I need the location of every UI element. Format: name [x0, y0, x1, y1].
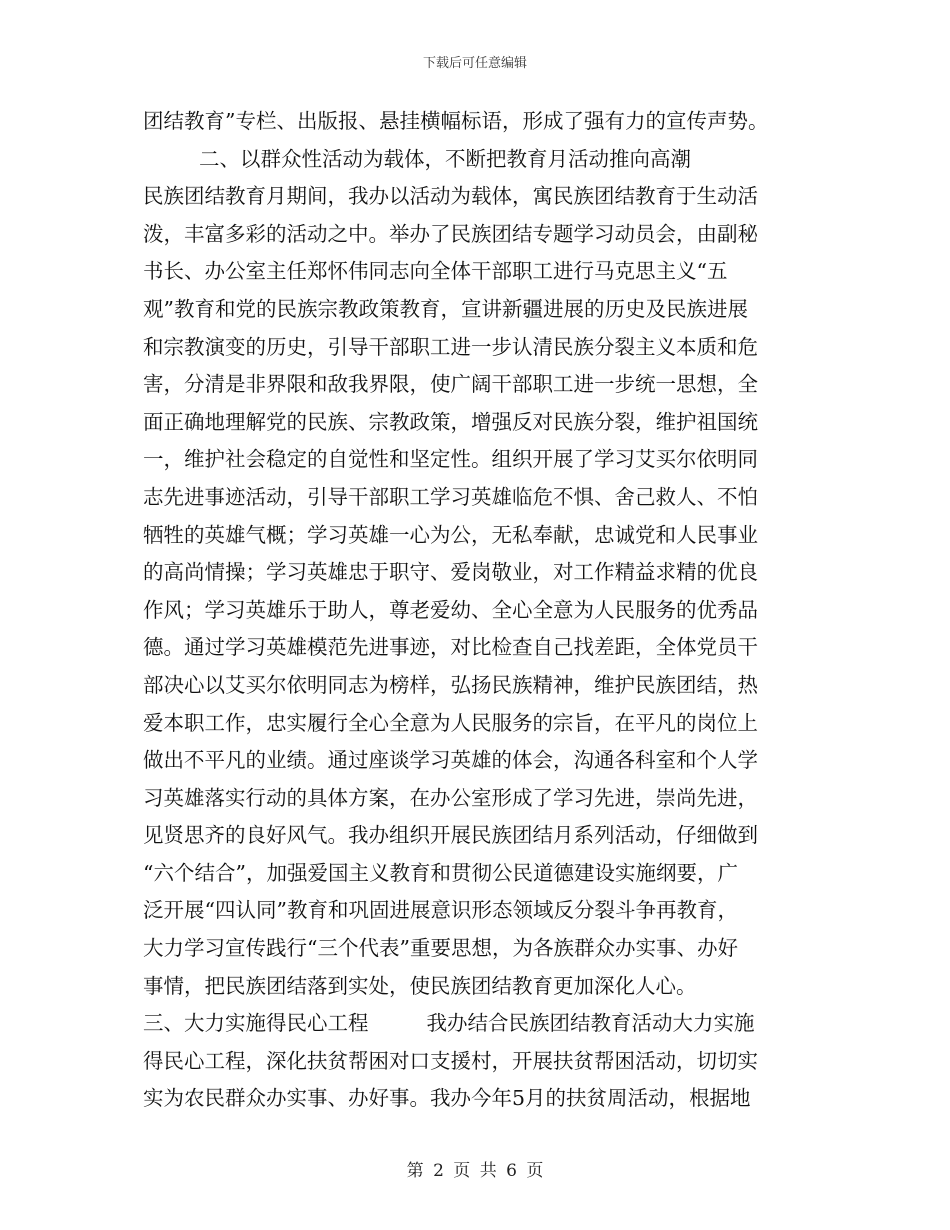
section-heading-3: 三、大力实施得民心工程 [143, 1011, 369, 1036]
paragraph-line: 观”教育和党的民族宗教政策教育，宣讲新疆进展的历史及民族进展 [143, 296, 748, 321]
paragraph-line: 一，维护社会稳定的自觉性和坚定性。组织开展了学习艾买尔依明同 [143, 447, 758, 472]
paragraph-line: 做出不平凡的业绩。通过座谈学习英雄的体会，沟通各科室和个人学 [143, 748, 758, 773]
paragraph-line: 实为农民群众办实事、办好事。我办今年5月的扶贫周活动，根据地 [143, 1086, 751, 1111]
paragraph-line: 牺牲的英雄气概；学习英雄一心为公，无私奉献，忠诚党和人民事业 [143, 522, 758, 547]
paragraph-line: 爱本职工作，忠实履行全心全意为人民服务的宗旨，在平凡的岗位上 [143, 710, 758, 735]
paragraph-line: 事情，把民族团结落到实处，使民族团结教育更加深化人心。 [143, 973, 697, 998]
document-body [143, 103, 807, 1118]
paragraph-line: 得民心工程，深化扶贫帮困对口支援村，开展扶贫帮困活动，切切实 [143, 1048, 758, 1073]
paragraph-line: 和宗教演变的历史，引导干部职工进一步认清民族分裂主义本质和危 [143, 334, 758, 359]
paragraph-line: 作风；学习英雄乐于助人，尊老爱幼、全心全意为人民服务的优秀品 [143, 597, 758, 622]
paragraph-line: 书长、办公室主任郑怀伟同志向全体干部职工进行马克思主义“五 [143, 259, 728, 284]
paragraph-line: 习英雄落实行动的具体方案，在办公室形成了学习先进，崇尚先进， [143, 785, 758, 810]
paragraph-line: 面正确地理解党的民族、宗教政策，增强反对民族分裂，维护祖国统 [143, 409, 758, 434]
paragraph-line: 见贤思齐的良好风气。我办组织开展民族团结月系列活动，仔细做到 [143, 823, 758, 848]
paragraph-line: 泼，丰富多彩的活动之中。举办了民族团结专题学习动员会，由副秘 [143, 221, 758, 246]
section-heading-2: 二、以群众性活动为载体，不断把教育月活动推向高潮 [199, 146, 691, 171]
page-header: 下载后可任意编辑 [422, 56, 527, 71]
paragraph-line: 德。通过学习英雄模范先进事迹，对比检查自己找差距，全体党员干 [143, 635, 758, 660]
paragraph-line: “六个结合”，加强爱国主义教育和贯彻公民道德建设实施纲要，广 [143, 860, 738, 885]
section-heading-3-line [143, 1005, 807, 1043]
paragraph-line: 我办结合民族团结教育活动大力实施 [426, 1011, 755, 1036]
paragraph-line: 泛开展“四认同”教育和巩固进展意识形态领域反分裂斗争再教育， [143, 898, 738, 923]
paragraph-line: 民族团结教育月期间，我办以活动为载体，寓民族团结教育于生动活 [143, 184, 758, 209]
paragraph-line: 大力学习宣传践行“三个代表”重要思想，为各族群众办实事、办好 [143, 936, 738, 961]
paragraph-line: 的高尚情操；学习英雄忠于职守、爱岗敬业，对工作精益求精的优良 [143, 560, 758, 585]
paragraph-line: 部决心以艾买尔依明同志为榜样，弘扬民族精神，维护民族团结，热 [143, 672, 758, 697]
paragraph-line: 害，分清是非界限和敌我界限，使广阔干部职工进一步统一思想，全 [143, 372, 758, 397]
paragraph-line: 团结教育”专栏、出版报、悬挂横幅标语，形成了强有力的宣传声势。 [143, 109, 769, 133]
paragraph-line: 志先进事迹活动，引导干部职工学习英雄临危不惧、舍己救人、不怕 [143, 484, 758, 509]
page-footer: 第 2 页 共 6 页 [406, 1161, 544, 1181]
